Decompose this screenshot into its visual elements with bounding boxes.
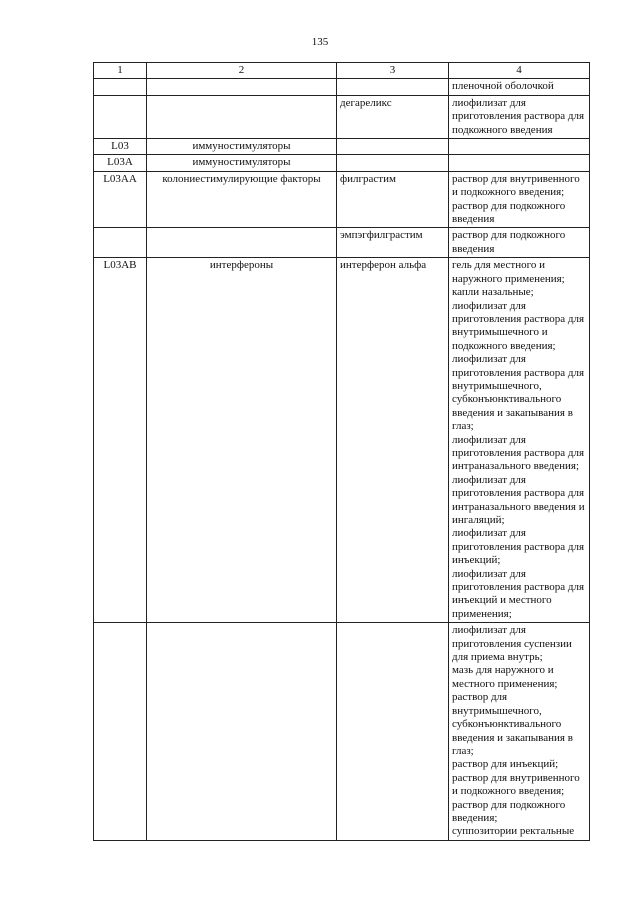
- dosage-form-item: лиофилизат для приготовления раствора для внутримышечного, субконъюнктивального введения и закапывания в глаз;: [452, 353, 584, 433]
- dosage-form-item: раствор для подкожного введения: [452, 229, 566, 255]
- header-col-4: 4: [449, 63, 590, 79]
- table-row: [94, 79, 590, 95]
- drug-table: [93, 62, 590, 841]
- atc-code-cell: [94, 95, 147, 138]
- drug-name-cell: [337, 79, 449, 95]
- atc-code-cell: L03AA: [94, 171, 147, 228]
- group-name-cell: [147, 79, 337, 95]
- table-row: [94, 171, 590, 228]
- drug-name-cell: эмпэгфилграстим: [337, 228, 449, 258]
- group-name-cell: [147, 623, 337, 841]
- dosage-forms-cell: [449, 95, 590, 138]
- dosage-form-item: лиофилизат для приготовления суспензии для приема внутрь;: [452, 624, 572, 664]
- header-col-1: 1: [94, 63, 147, 79]
- table-row: [94, 258, 590, 623]
- dosage-forms-cell: [449, 139, 590, 155]
- group-name-cell: [147, 95, 337, 138]
- table-header-row: [94, 63, 590, 79]
- group-name-cell: иммуностимуляторы: [147, 139, 337, 155]
- page-number: 135: [311, 36, 329, 48]
- atc-code-cell: L03AB: [94, 258, 147, 623]
- atc-code-cell: [94, 228, 147, 258]
- dosage-forms-cell: [449, 171, 590, 228]
- dosage-form-item: раствор для инъекций;: [452, 758, 559, 771]
- table-row: [94, 228, 590, 258]
- dosage-forms-cell: [449, 79, 590, 95]
- dosage-form-item: лиофилизат для приготовления раствора для интраназального введения и ингаляций;: [452, 473, 585, 526]
- header-col-3: 3: [337, 63, 449, 79]
- dosage-form-item: раствор для внутримышечного, субконъюнктивального введения и закапывания в глаз;: [452, 691, 573, 757]
- dosage-forms-cell: [449, 623, 590, 841]
- group-name-cell: [147, 228, 337, 258]
- dosage-form-item: лиофилизат для приготовления раствора для интраназального введения;: [452, 433, 584, 473]
- drug-name-cell: филграстим: [337, 171, 449, 228]
- dosage-form-item: лиофилизат для приготовления раствора для внутримышечного и подкожного введения;: [452, 299, 584, 352]
- drug-name-cell: дегареликс: [337, 95, 449, 138]
- dosage-form-item: капли назальные;: [452, 286, 534, 299]
- dosage-form-item: гель для местного и наружного применения;: [452, 259, 565, 285]
- table-row: [94, 623, 590, 841]
- dosage-form-item: лиофилизат для приготовления раствора для инъекций;: [452, 527, 584, 567]
- header-col-2: 2: [147, 63, 337, 79]
- atc-code-cell: [94, 79, 147, 95]
- table-row: [94, 139, 590, 155]
- dosage-forms-cell: [449, 228, 590, 258]
- dosage-form-item: раствор для внутривенного и подкожного введения;: [452, 771, 580, 798]
- dosage-form-item: раствор для внутривенного и подкожного введения;: [452, 172, 580, 199]
- dosage-forms-cell: [449, 258, 590, 623]
- group-name-cell: интерфероны: [147, 258, 337, 623]
- dosage-form-item: мазь для наружного и местного применения;: [452, 664, 558, 690]
- dosage-form-item: раствор для подкожного введения;: [452, 798, 566, 824]
- drug-name-cell: [337, 139, 449, 155]
- drug-name-cell: интерферон альфа: [337, 258, 449, 623]
- dosage-form-item: раствор для подкожного введения: [452, 199, 566, 226]
- atc-code-cell: [94, 623, 147, 841]
- dosage-form-item: лиофилизат для приготовления раствора для инъекций и местного применения;: [452, 567, 584, 620]
- dosage-form-item: суппозитории ректальные: [452, 825, 575, 838]
- table-row: [94, 155, 590, 171]
- dosage-form-item: лиофилизат для приготовления раствора для подкожного введения: [452, 96, 584, 136]
- atc-code-cell: L03A: [94, 155, 147, 171]
- dosage-forms-cell: [449, 155, 590, 171]
- atc-code-cell: L03: [94, 139, 147, 155]
- table-row: [94, 95, 590, 138]
- group-name-cell: иммуностимуляторы: [147, 155, 337, 171]
- drug-name-cell: [337, 623, 449, 841]
- group-name-cell: колониестимулирующие факторы: [147, 171, 337, 228]
- dosage-form-item: пленочной оболочкой: [452, 80, 554, 93]
- drug-name-cell: [337, 155, 449, 171]
